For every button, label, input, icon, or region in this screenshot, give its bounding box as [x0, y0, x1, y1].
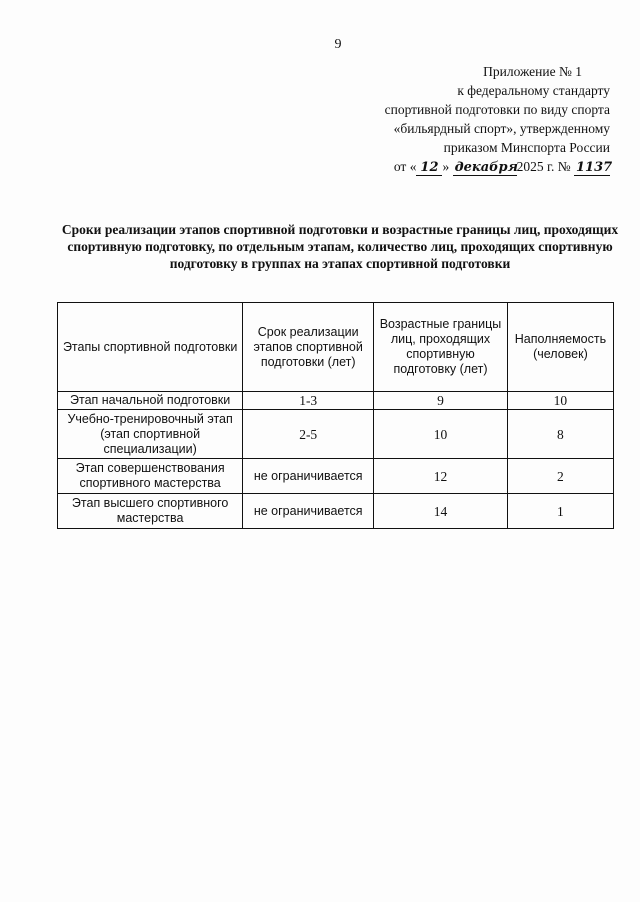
cell-duration: 2-5 — [243, 410, 374, 459]
order-month-handwritten: декабря — [454, 160, 518, 175]
stages-table — [57, 302, 614, 529]
cell-stage: Этап начальной подготовки — [58, 392, 243, 410]
appendix-block — [330, 62, 613, 176]
table-row — [58, 494, 614, 529]
cell-age: 9 — [374, 392, 508, 410]
appendix-line-standard: к федеральному стандарту — [457, 83, 610, 98]
order-prefix: от « — [393, 159, 417, 174]
cell-duration: 1-3 — [243, 392, 374, 410]
table-row — [58, 459, 614, 494]
cell-age: 10 — [374, 410, 508, 459]
header-group-size: Наполняемость (человек) — [507, 303, 613, 392]
table-header-row — [58, 303, 614, 392]
order-number-handwritten: 1137 — [576, 160, 613, 175]
cell-age: 14 — [374, 494, 508, 529]
cell-age: 12 — [374, 459, 508, 494]
table-row — [58, 410, 614, 459]
order-quote: » — [442, 159, 450, 174]
table-row — [58, 392, 614, 410]
appendix-line-order: приказом Минспорта России — [443, 140, 610, 155]
header-stages: Этапы спортивной подготовки — [58, 303, 243, 392]
page-number: 9 — [334, 37, 342, 52]
cell-stage: Этап высшего спортивного мастерства — [58, 494, 243, 529]
cell-stage: Этап совершенствования спортивного мастерства — [58, 459, 243, 494]
cell-size: 2 — [507, 459, 613, 494]
document-heading: Сроки реализации этапов спортивной подготовки и возрастные границы лиц, проходящих спортивную подготовку, по отдельным этапам, количество лиц, проходящих спортивную подготовку в группах на этапах спортивной подготовки — [61, 222, 619, 271]
cell-size: 1 — [507, 494, 613, 529]
appendix-line-sport: спортивной подготовки по виду спорта — [384, 102, 610, 117]
cell-size: 8 — [507, 410, 613, 459]
cell-size: 10 — [507, 392, 613, 410]
header-duration: Срок реализации этапов спортивной подготовки (лет) — [243, 303, 374, 392]
appendix-line-billiards: «бильярдный спорт», утвержденному — [393, 121, 610, 136]
cell-duration: не ограничивается — [243, 494, 374, 529]
order-year: 2025 г. № — [516, 159, 571, 174]
cell-stage: Учебно-тренировочный этап (этап спортивной специализации) — [58, 410, 243, 459]
cell-duration: не ограничивается — [243, 459, 374, 494]
order-day-handwritten: 12 — [416, 160, 442, 176]
header-age-limits: Возрастные границы лиц, проходящих спортивную подготовку (лет) — [374, 303, 508, 392]
order-date-line — [330, 157, 613, 176]
appendix-title: Приложение № 1 — [483, 64, 582, 79]
